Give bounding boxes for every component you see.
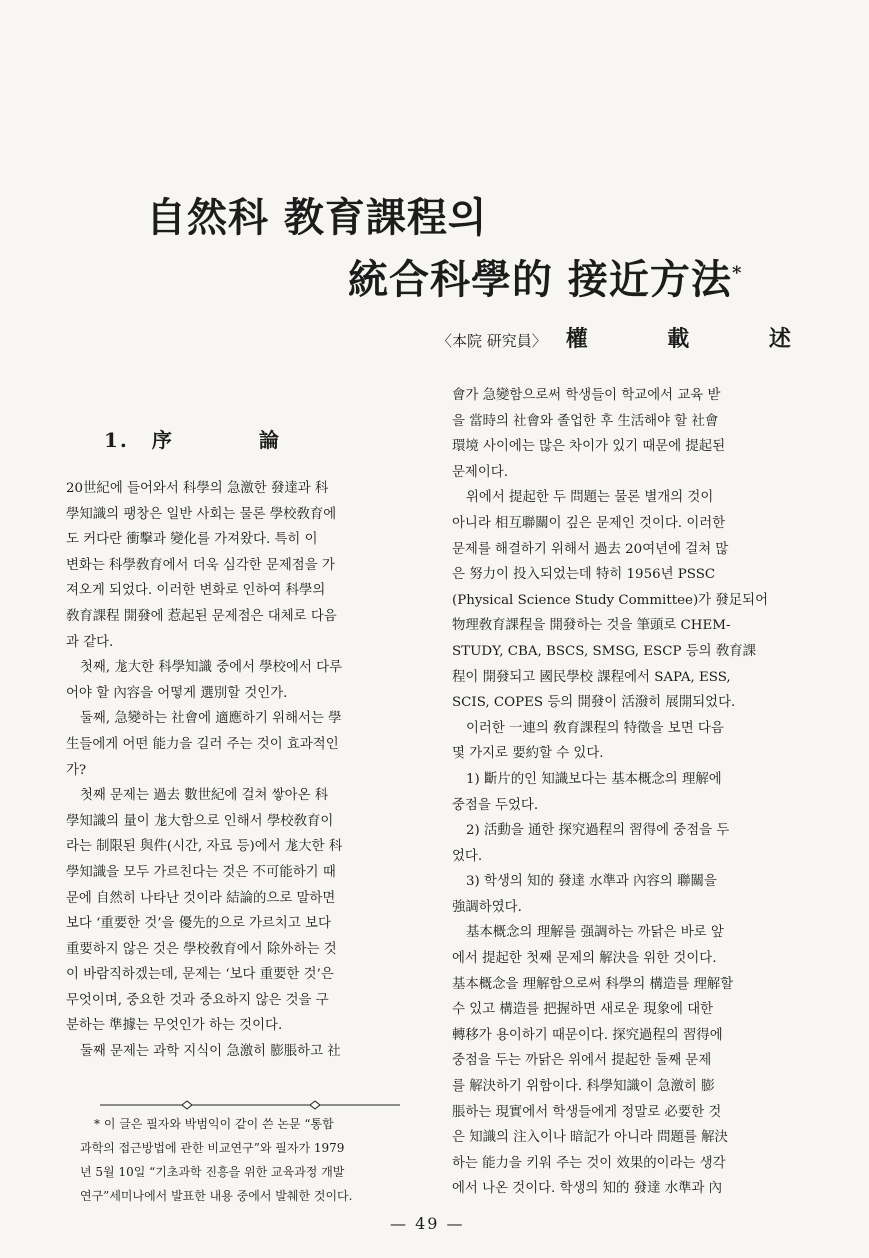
- text-line: 에서 提起한 첫째 문제의 解決을 위한 것이다.: [452, 951, 717, 967]
- text-line: 문제를 해결하기 위해서 過去 20여년에 걸쳐 많: [452, 541, 729, 557]
- text-line: 수 있고 構造를 把握하면 새로운 現象에 대한: [452, 1002, 714, 1018]
- footnote-divider: [66, 1100, 428, 1110]
- footnote-line: * 이 글은 필자와 박범익이 같이 쓴 논문 “통합: [94, 1117, 334, 1131]
- text-line: 과 같다.: [66, 634, 114, 650]
- text-line: STUDY, CBA, BSCS, SMSG, ESCP 등의 敎育課: [452, 643, 757, 659]
- text-line: 무엇이며, 중요한 것과 중요하지 않은 것을 구: [66, 992, 329, 1008]
- text-line: 아니라 相互聯關이 깊은 문제인 것이다. 이러한: [452, 515, 726, 531]
- text-line: 生들에게 어떤 能力을 길러 주는 것이 효과적인: [66, 736, 339, 752]
- text-line: 基本概念의 理解를 强調하는 까닭은 바로 앞: [466, 925, 724, 941]
- text-line: 둘째, 急變하는 社會에 適應하기 위해서는 學: [80, 711, 342, 727]
- text-line: 문제이다.: [452, 464, 508, 480]
- text-line: 첫째 문제는 過去 數世紀에 걸쳐 쌓아온 科: [80, 788, 329, 804]
- title-footnote-mark: *: [731, 262, 743, 284]
- text-line: 1) 斷片的인 知識보다는 基本概念의 理解에: [466, 771, 722, 787]
- text-line: 져오게 되었다. 이러한 변화로 인하여 科學의: [66, 583, 326, 599]
- text-line: 20世紀에 들어와서 科學의 急激한 發達과 科: [66, 481, 329, 496]
- text-line: 轉移가 용이하기 때문이다. 探究過程의 習得에: [452, 1027, 723, 1043]
- text-line: 어야 할 內容을 어떻게 選別할 것인가.: [66, 685, 288, 701]
- text-line: 은 知識의 注入이나 暗記가 아니라 問題를 解決: [452, 1130, 728, 1146]
- text-line: 은 努力이 投入되었는데 特히 1956년 PSSC: [452, 567, 716, 583]
- text-line: 이러한 一連의 敎育課程의 特徵을 보면 다음: [466, 720, 724, 736]
- text-line: 변화는 科學敎育에서 더욱 심각한 문제점을 가: [66, 557, 335, 573]
- title-line-1: 自然科 教育課程의: [146, 194, 488, 241]
- text-line: 를 解決하기 위함이다. 科學知識이 急激히 膨: [452, 1079, 715, 1095]
- text-line: 첫째, 尨大한 科學知識 중에서 學校에서 다루: [80, 660, 343, 676]
- footnote: [66, 1112, 428, 1208]
- text-line: SCIS, COPES 등의 開發이 活潑히 展開되었다.: [452, 695, 736, 711]
- author-name: 權 載 述: [565, 326, 827, 352]
- text-line: 2) 活動을 通한 探究過程의 習得에 중점을 두: [466, 823, 730, 839]
- text-line: 敎育課程 開發에 惹起된 문제점은 대체로 다음: [66, 608, 337, 624]
- author-affiliation: 〈本院 研究員〉: [437, 332, 547, 350]
- text-line: 3) 학생의 知的 發達 水準과 內容의 聯關을: [466, 874, 717, 890]
- text-line: 이 바람직하겠는데, 문제는 ‘보다 重要한 것’은: [66, 967, 334, 983]
- page-number: — 49 —: [390, 1214, 465, 1233]
- footnote-line: 년 5월 10일 “기초과학 진흥을 위한 교육과정 개발: [80, 1165, 345, 1179]
- section-number: 1.: [104, 428, 129, 452]
- text-line: 會가 急變함으로써 학생들이 학교에서 교육 받: [452, 388, 721, 403]
- text-line: 도 커다란 衝擊과 變化를 가져왔다. 특히 이: [66, 532, 318, 548]
- text-line: 學知識의 量이 尨大함으로 인해서 學校敎育이: [66, 813, 334, 829]
- text-line: (Physical Science Study Committee)가 發足되어: [452, 592, 769, 608]
- text-line: 가?: [66, 762, 87, 778]
- text-line: 보다 ‘重要한 것’을 優先的으로 가르치고 보다: [66, 916, 331, 932]
- title-line-2-text: 統合科學的 接近方法: [348, 256, 732, 303]
- text-line: 분하는 準據는 무엇인가 하는 것이다.: [66, 1018, 283, 1034]
- text-line: 하는 能力을 키워 주는 것이 效果的이라는 생각: [452, 1155, 726, 1171]
- title-line-2: [348, 248, 742, 305]
- left-column: [66, 476, 428, 1065]
- text-line: 었다.: [452, 848, 483, 864]
- footnote-line: 연구”세미나에서 발표한 내용 중에서 발췌한 것이다.: [80, 1189, 353, 1203]
- text-line: 程이 開發되고 國民學校 課程에서 SAPA, ESS,: [452, 669, 731, 685]
- text-line: 을 當時의 社會와 졸업한 후 生活해야 할 社會: [452, 413, 719, 429]
- footnote-line: 과학의 접근방법에 관한 비교연구”와 필자가 1979: [80, 1141, 345, 1155]
- text-line: 強調하였다.: [452, 899, 522, 915]
- byline: [437, 322, 827, 353]
- text-line: 몇 가지로 要約할 수 있다.: [452, 746, 604, 762]
- text-line: 라는 制限된 與件(시간, 자료 등)에서 尨大한 科: [66, 839, 343, 855]
- text-line: 脹하는 現實에서 학생들에게 정말로 必要한 것: [452, 1104, 722, 1120]
- text-line: 基本概念을 理解함으로써 科學의 構造를 理解할: [452, 976, 734, 992]
- section-heading: [104, 424, 319, 453]
- text-line: 環境 사이에는 많은 차이가 있기 때문에 提起된: [452, 439, 726, 455]
- text-line: 문에 自然히 나타난 것이라 結論的으로 말하면: [66, 890, 336, 906]
- text-line: 둘째 문제는 과학 지식이 急激히 膨脹하고 社: [80, 1044, 341, 1060]
- text-line: 物理敎育課程을 開發하는 것을 筆頭로 CHEM-: [452, 618, 731, 634]
- text-line: 學知識의 팽창은 일반 사회는 물론 學校敎育에: [66, 506, 337, 522]
- text-line: 중점을 두는 까닭은 위에서 提起한 둘째 문제: [452, 1053, 712, 1069]
- text-line: 중점을 두었다.: [452, 797, 539, 813]
- section-title: 序 論: [151, 428, 319, 452]
- text-line: 위에서 提起한 두 問題는 물론 별개의 것이: [466, 490, 714, 506]
- text-line: 에서 나온 것이다. 학생의 知的 發達 水準과 內: [452, 1181, 723, 1197]
- right-column: [452, 383, 816, 1202]
- text-line: 重要하지 않은 것은 學校敎育에서 除外하는 것: [66, 941, 337, 957]
- text-line: 學知識을 모두 가르친다는 것은 不可能하기 때: [66, 864, 336, 880]
